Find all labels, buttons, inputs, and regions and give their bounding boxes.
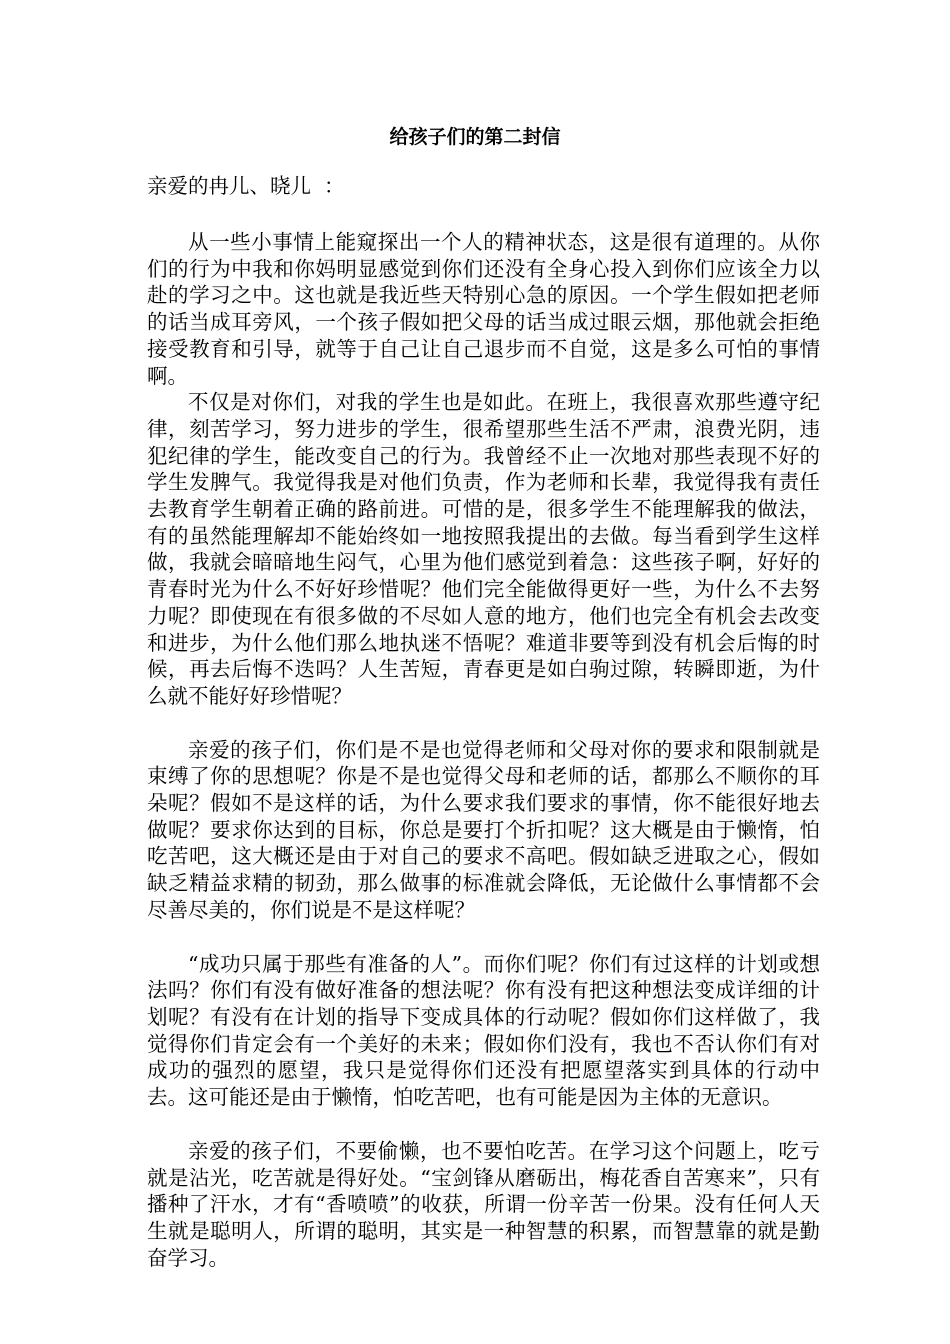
paragraph-2: 不仅是对你们，对我的学生也是如此。在班上，我很喜欢那些遵守纪律，刻苦学习，努力进步的学生，很希望那些生活不严肃，浪费光阴，违犯纪律的学生，能改变自己的行为。我曾经不止一次地对那些表现不好的学生发脾气。我觉得我是对他们负责，作为老师和长辈，我觉得我有责任去教育学生朝着正确的路前进。可惜的是，很多学生不能理解我的做法，有的虽然能理解却不能始终如一地按照我提出的去做。每当看到学生这样做，我就会暗暗地生闷气，心里为他们感觉到着急：这些孩子啊，好好的青春时光为什么不好好珍惜呢？他们完全能做得更好一些，为什么不去努力呢？即使现在有很多做的不尽如人意的地方，他们也完全有机会去改变和进步，为什么他们那么地执迷不悟呢？难道非要等到没有机会后悔的时候，再去后悔不迭吗？人生苦短，青春更是如白驹过隙，转瞬即逝，为什么就不能好好珍惜呢？ xyxy=(147,390,820,708)
paragraph-1: 从一些小事情上能窥探出一个人的精神状态，这是很有道理的。从你们的行为中我和你妈明显感觉到你们还没有全身心投入到你们应该全力以赴的学习之中。这也就是我近些天特别心急的原因。一个学生假如把老师的话当成耳旁风，一个孩子假如把父母的话当成过眼云烟，那他就会拒绝接受教育和引导，就等于自己让自己退步而不自觉，这是多么可怕的事情啊。 xyxy=(147,230,820,388)
paragraph-spacer xyxy=(147,710,820,737)
paragraph-3: 亲爱的孩子们，你们是不是也觉得老师和父母对你的要求和限制就是束缚了你的思想呢？你是不是也觉得父母和老师的话，都那么不顺你的耳朵呢？假如不是这样的话，为什么要求我们要求的事情，你不能很好地去做呢？要求你达到的目标，你总是要打个折扣呢？这大概是由于懒惰，怕吃苦吧，这大概还是由于对自己的要求不高吧。假如缺乏进取之心，假如缺乏精益求精的韧劲，那么做事的标准就会降低，无论做什么事情都不会尽善尽美的，你们说是不是这样呢？ xyxy=(147,737,820,922)
paragraph-4: “成功只属于那些有准备的人”。而你们呢？你们有过这样的计划或想法吗？你们有没有做好准备的想法呢？你有没有把这种想法变成详细的计划呢？有没有在计划的指导下变成具体的行动呢？假如你们这样做了，我觉得你们肯定会有一个美好的未来；假如你们没有，我也不否认你们有对成功的强烈的愿望，我只是觉得你们还没有把愿望落实到具体的行动中去。这可能还是由于懒惰，怕吃苦吧，也有可能是因为主体的无意识。 xyxy=(147,951,820,1110)
letter-body xyxy=(147,229,820,1271)
paragraph-spacer xyxy=(147,924,820,951)
paragraph-spacer xyxy=(147,1111,820,1138)
letter-salutation: 亲爱的冉儿、晓儿 ： xyxy=(147,174,345,198)
paragraph-5: 亲爱的孩子们，不要偷懒，也不要怕吃苦。在学习这个问题上，吃亏就是沾光，吃苦就是得好处。“宝剑锋从磨砺出，梅花香自苦寒来”，只有播种了汗水，才有“香喷喷”的收获，所谓一份辛苦一份果。没有任何人天生就是聪明人，所谓的聪明，其实是一种智慧的积累，而智慧靠的就是勤奋学习。 xyxy=(147,1138,820,1270)
page-title: 给孩子们的第二封信 xyxy=(389,126,561,148)
